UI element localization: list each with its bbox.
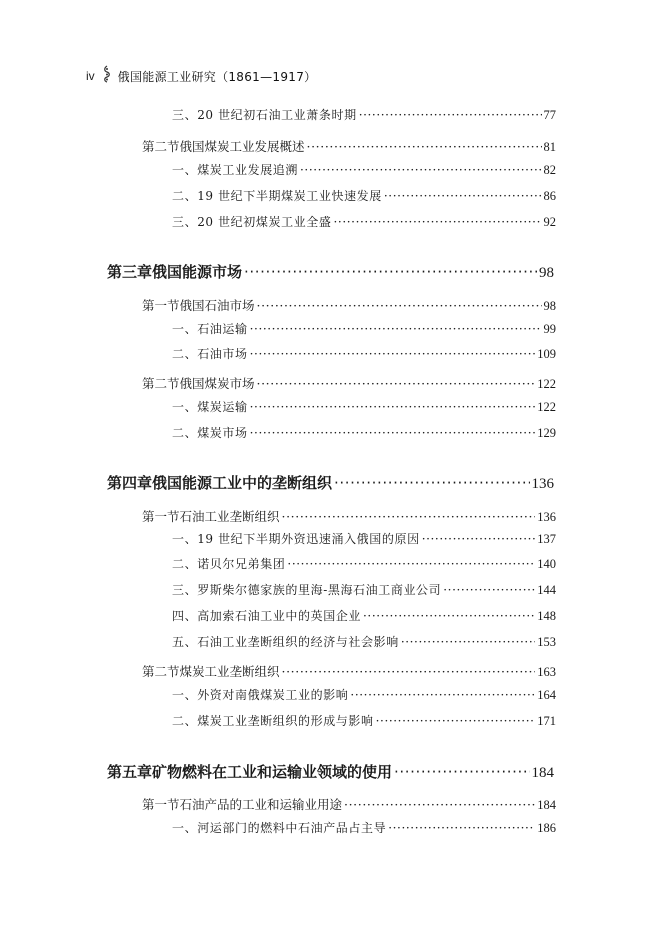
toc-page-number: 122 — [537, 400, 556, 414]
toc-item[interactable] — [172, 320, 556, 337]
toc-item[interactable] — [172, 607, 556, 624]
leader-dots — [344, 797, 535, 812]
toc-page-number: 144 — [537, 583, 556, 597]
toc-section[interactable] — [142, 374, 556, 392]
toc-item-title: 一、外资对南俄煤炭工业的影响 — [172, 688, 349, 702]
toc-item[interactable] — [172, 398, 556, 415]
toc-page-number: 77 — [543, 108, 556, 122]
book-title: 俄国能源工业研究（1861—1917） — [117, 69, 317, 84]
leader-dots — [363, 609, 535, 623]
toc-section-label: 第二节 — [142, 139, 180, 154]
toc-section[interactable] — [142, 137, 556, 155]
toc-chapter[interactable] — [107, 761, 554, 782]
leader-dots — [394, 763, 529, 781]
toc-page-number: 164 — [537, 688, 556, 702]
toc-item[interactable] — [172, 581, 556, 598]
leader-dots — [250, 426, 536, 440]
toc-page-number: 92 — [543, 215, 556, 229]
toc-page-number: 98 — [543, 299, 556, 313]
toc-item[interactable] — [172, 345, 556, 362]
toc-section-label: 第二节 — [142, 664, 180, 679]
toc-item[interactable] — [172, 187, 556, 204]
toc-page-number: 122 — [537, 377, 556, 391]
running-header — [86, 64, 316, 88]
toc-item-title: 二、19 世纪下半期煤炭工业快速发展 — [172, 189, 382, 203]
page-number: iv — [86, 69, 95, 83]
toc-chapter-title: 俄国能源工业中的垄断组织 — [152, 474, 333, 492]
leader-dots — [300, 163, 541, 177]
toc-item-title: 三、罗斯柴尔德家族的里海-黑海石油工商业公司 — [172, 583, 442, 597]
toc-chapter[interactable] — [107, 472, 554, 493]
toc-item[interactable] — [172, 686, 556, 703]
toc-item-title: 二、煤炭市场 — [172, 426, 248, 440]
toc-chapter-label: 第五章 — [107, 763, 153, 781]
toc-page-number: 171 — [537, 714, 556, 728]
leader-dots — [250, 400, 536, 414]
toc-section-title: 俄国煤炭市场 — [179, 376, 255, 391]
ornament-icon — [102, 65, 112, 87]
toc-item[interactable] — [172, 106, 556, 123]
toc-page-number: 136 — [531, 476, 554, 492]
toc-page-number: 140 — [537, 557, 556, 571]
leader-dots — [257, 376, 536, 391]
leader-dots — [401, 635, 535, 649]
toc-section-title: 俄国石油市场 — [179, 298, 255, 313]
toc-page-number: 186 — [537, 821, 556, 835]
toc-chapter-label: 第四章 — [107, 474, 153, 492]
toc-item-title: 一、煤炭运输 — [172, 400, 248, 414]
toc-chapter-title: 俄国能源市场 — [152, 263, 243, 281]
toc-section-label: 第二节 — [142, 376, 180, 391]
toc-item-title: 一、煤炭工业发展追溯 — [172, 163, 299, 177]
toc-section-title: 石油产品的工业和运输业用途 — [179, 797, 343, 812]
toc-item[interactable] — [172, 161, 556, 178]
toc-page-number: 184 — [537, 798, 556, 812]
leader-dots — [384, 189, 542, 203]
toc-item-title: 一、19 世纪下半期外资迅速涌入俄国的原因 — [172, 532, 420, 546]
toc-item[interactable] — [172, 424, 556, 441]
toc-page-number: 148 — [537, 609, 556, 623]
leader-dots — [250, 347, 536, 361]
toc-chapter-label: 第三章 — [107, 263, 153, 281]
toc-item-title: 五、石油工业垄断组织的经济与社会影响 — [172, 635, 399, 649]
toc-page-number: 98 — [539, 265, 554, 281]
toc-item[interactable] — [172, 712, 556, 729]
leader-dots — [334, 474, 529, 492]
leader-dots — [282, 664, 536, 679]
toc-section[interactable] — [142, 296, 556, 314]
toc-section[interactable] — [142, 507, 556, 525]
toc-item-title: 二、诺贝尔兄弟集团 — [172, 557, 286, 571]
toc-section-label: 第一节 — [142, 298, 180, 313]
leader-dots — [376, 714, 536, 728]
toc-item-title: 三、20 世纪初煤炭工业全盛 — [172, 215, 332, 229]
toc-page-number: 153 — [537, 635, 556, 649]
toc-item-title: 四、高加索石油工业中的英国企业 — [172, 609, 362, 623]
toc-item-title: 二、煤炭工业垄断组织的形成与影响 — [172, 714, 374, 728]
leader-dots — [250, 322, 542, 336]
toc-page-number: 137 — [537, 532, 556, 546]
leader-dots — [388, 821, 535, 835]
toc-item[interactable] — [172, 213, 556, 230]
toc-page-number: 129 — [537, 426, 556, 440]
toc-item-title: 二、石油市场 — [172, 347, 248, 361]
toc-page-number: 82 — [543, 163, 556, 177]
leader-dots — [350, 688, 535, 702]
toc-page-number: 86 — [543, 189, 556, 203]
leader-dots — [334, 215, 542, 229]
leader-dots — [359, 108, 542, 122]
toc-page-number: 163 — [537, 665, 556, 679]
toc-section-label: 第一节 — [142, 509, 180, 524]
toc-item[interactable] — [172, 819, 556, 836]
leader-dots — [244, 263, 537, 281]
toc-item[interactable] — [172, 555, 556, 572]
toc-page-number: 136 — [537, 510, 556, 524]
toc-section[interactable] — [142, 662, 556, 680]
toc-item[interactable] — [172, 633, 556, 650]
toc-item-title: 三、20 世纪初石油工业萧条时期 — [172, 108, 357, 122]
toc-page-number: 81 — [543, 140, 556, 154]
toc-item-title: 一、石油运输 — [172, 322, 248, 336]
toc-section[interactable] — [142, 795, 556, 813]
toc-section-title: 煤炭工业垄断组织 — [179, 664, 280, 679]
leader-dots — [282, 509, 536, 524]
toc-section-label: 第一节 — [142, 797, 180, 812]
leader-dots — [287, 557, 535, 571]
toc-item[interactable] — [172, 530, 556, 547]
toc-chapter-title: 矿物燃料在工业和运输业领域的使用 — [152, 763, 393, 781]
leader-dots — [307, 139, 542, 154]
leader-dots — [443, 583, 535, 597]
toc-section-title: 石油工业垄断组织 — [179, 509, 280, 524]
toc-chapter[interactable] — [107, 261, 554, 282]
leader-dots — [422, 532, 536, 546]
leader-dots — [257, 298, 542, 313]
toc-item-title: 一、河运部门的燃料中石油产品占主导 — [172, 821, 387, 835]
toc-page-number: 99 — [543, 322, 556, 336]
toc-section-title: 俄国煤炭工业发展概述 — [179, 139, 305, 154]
toc-page-number: 184 — [531, 765, 554, 781]
toc-page-number: 109 — [537, 347, 556, 361]
